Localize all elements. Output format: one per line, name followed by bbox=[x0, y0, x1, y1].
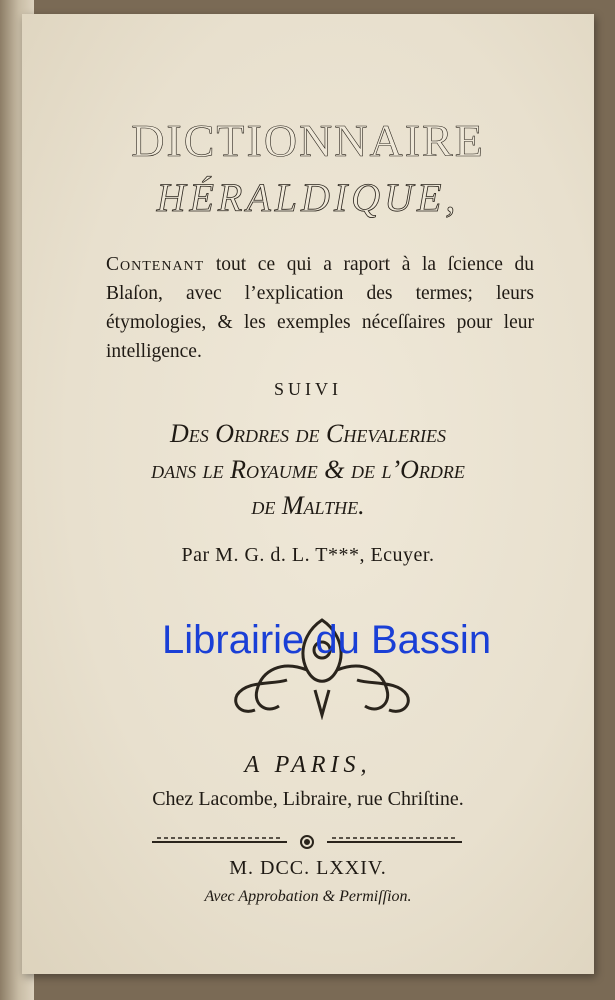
watermark-text: Librairie du Bassin bbox=[162, 618, 492, 662]
suivi-label: SUIVI bbox=[274, 379, 342, 399]
ornamental-rule bbox=[152, 834, 462, 850]
orders-line-2: dans le Royaume & de l’Ordre bbox=[151, 455, 465, 484]
orders-line-3: de Malthe. bbox=[251, 491, 365, 520]
title-page bbox=[22, 14, 594, 974]
orders-line-1: Des Ordres de Chevaleries bbox=[169, 419, 446, 448]
title-line-2: HÉRALDIQUE, bbox=[156, 175, 460, 220]
description-lead: Contenant bbox=[106, 254, 205, 275]
description-body: tout ce qui a raport à la ſcience du Blaſon, avec l’explication des termes; leurs étymologies, & les exemples néceſſaires pour leur intelligence. bbox=[106, 254, 534, 362]
imprint-date: M. DCC. LXXIV. bbox=[229, 857, 387, 879]
orders-block bbox=[22, 416, 594, 524]
imprint-place: A PARIS, bbox=[244, 752, 372, 778]
description-paragraph bbox=[106, 250, 534, 366]
author-line: Par M. G. d. L. T***, Ecuyer. bbox=[181, 544, 435, 566]
title-line-1: DICTIONNAIRE bbox=[131, 115, 485, 166]
imprint-approbation: Avec Approbation & Permiſſion. bbox=[204, 888, 412, 905]
imprint-publisher: Chez Lacombe, Libraire, rue Chriſtine. bbox=[152, 788, 464, 810]
